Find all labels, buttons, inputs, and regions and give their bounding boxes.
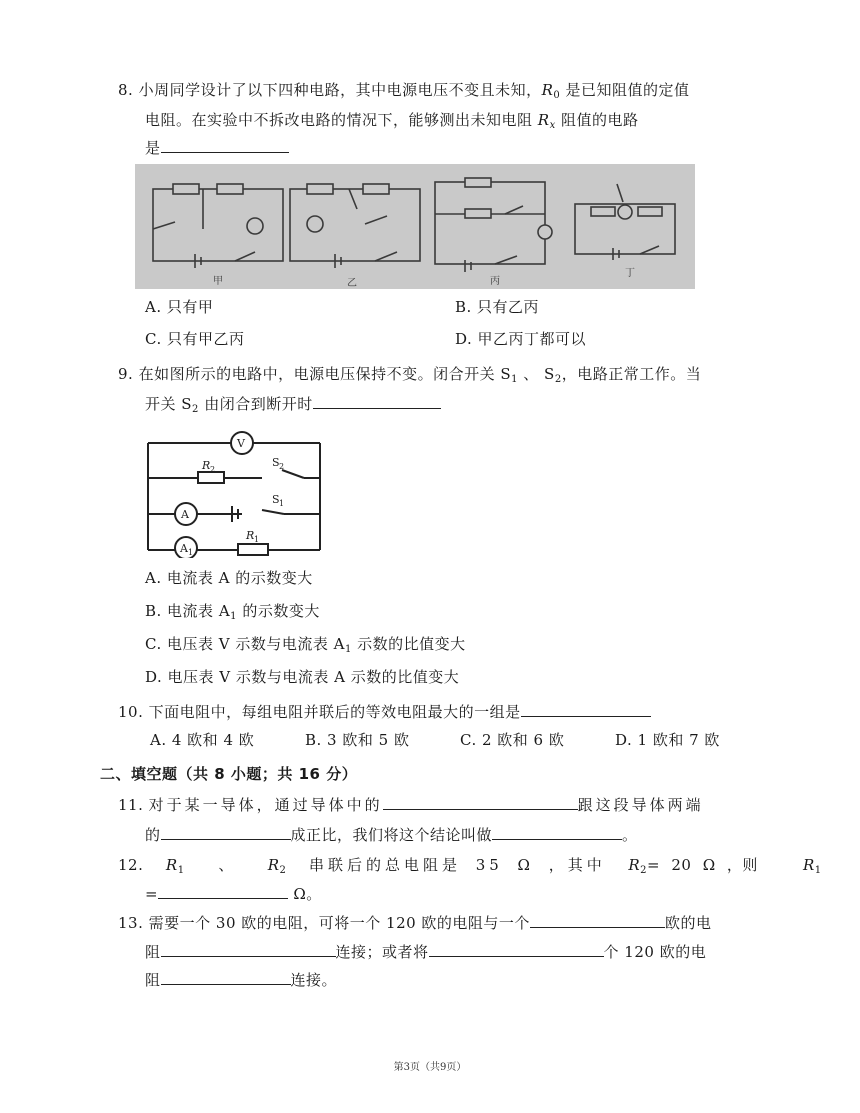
- q9-option-a[interactable]: A. 电流表 A 的示数变大: [145, 569, 313, 587]
- q9-option-b[interactable]: B. 电流表 $A_1$ 的示数变大: [145, 602, 320, 622]
- q10-option-c[interactable]: C. 2 欧和 6 欧: [460, 731, 565, 749]
- answer-blank[interactable]: [161, 942, 336, 957]
- answer-blank[interactable]: [161, 970, 291, 985]
- svg-text:R: R: [202, 459, 211, 472]
- circuit-label-bing: 丙: [490, 276, 500, 287]
- q8-option-d[interactable]: D. 甲乙丙丁都可以: [455, 330, 587, 348]
- circuit-label-jia: 甲: [213, 276, 223, 287]
- svg-text:1: 1: [254, 535, 260, 544]
- q13-line3: 阻 连接。: [145, 971, 338, 989]
- answer-blank[interactable]: [313, 394, 441, 409]
- svg-text:1: 1: [188, 548, 194, 557]
- question-number: 8.: [118, 81, 134, 99]
- answer-blank[interactable]: [161, 138, 289, 153]
- q10-line1: 10. 下面电阻中，每组电阻并联后的等效电阻最大的一组是: [118, 702, 651, 722]
- q9-line1: 9. 在如图所示的电路中，电源电压保持不变。闭合开关 $S_1$ 、 $S_2$，电路正常工作。当: [118, 365, 702, 385]
- answer-blank[interactable]: [429, 942, 604, 957]
- question-number: 11.: [118, 796, 144, 814]
- q9-circuit-diagram: [142, 428, 327, 558]
- answer-blank[interactable]: [521, 702, 651, 717]
- question-number: 13.: [118, 914, 144, 932]
- answer-blank[interactable]: [383, 795, 578, 810]
- q12-line2: = Ω。: [145, 885, 322, 903]
- q9-circuit-figure: [142, 428, 327, 558]
- circuit-label-yi: 乙: [347, 278, 357, 289]
- answer-blank[interactable]: [492, 825, 622, 840]
- svg-text:R: R: [246, 529, 255, 542]
- q11-line1: 11. 对于某一导体，通过导体中的 跟这段导体两端: [118, 796, 704, 814]
- page-footer: 第3页（共9页）: [393, 1062, 467, 1073]
- q11-line2: 的 成正比，我们将这个结论叫做 。: [145, 826, 638, 844]
- q9-option-d[interactable]: D. 电压表 V 示数与电流表 A 示数的比值变大: [145, 668, 460, 686]
- q8-option-a[interactable]: A. 只有甲: [145, 298, 214, 316]
- q10-option-d[interactable]: D. 1 欧和 7 欧: [615, 731, 720, 749]
- svg-text:1: 1: [279, 499, 285, 508]
- svg-text:2: 2: [210, 465, 216, 474]
- question-number: 9.: [118, 365, 134, 383]
- q8-circuits-photo: [135, 164, 695, 289]
- section-heading: 二、填空题（共 8 小题；共 16 分）: [100, 765, 358, 783]
- svg-text:V: V: [237, 437, 245, 450]
- svg-text:S: S: [272, 456, 280, 469]
- q9-line2: 开关 $S_2$ 由闭合到断开时: [145, 394, 441, 420]
- q13-line1: 13. 需要一个 30 欧的电阻，可将一个 120 欧的电阻与一个 欧的电: [118, 914, 712, 932]
- q8-option-c[interactable]: C. 只有甲乙丙: [145, 330, 245, 348]
- answer-blank[interactable]: [158, 884, 288, 899]
- question-number: 10.: [118, 703, 144, 721]
- svg-text:A: A: [181, 508, 189, 521]
- q8-line1: 8. 小周同学设计了以下四种电路，其中电源电压不变且未知，$R_0$ 是已知阻值的定值: [118, 81, 690, 101]
- svg-text:A: A: [180, 542, 188, 555]
- q8-line2: 电阻。在实验中不拆改电路的情况下，能够测出未知电阻 $R_x$ 阻值的电路: [145, 111, 639, 131]
- q10-option-a[interactable]: A. 4 欧和 4 欧: [150, 731, 255, 749]
- svg-text:S: S: [272, 493, 280, 506]
- q8-line3: 是: [145, 138, 289, 158]
- q10-option-b[interactable]: B. 3 欧和 5 欧: [305, 731, 410, 749]
- answer-blank[interactable]: [161, 825, 291, 840]
- q8-option-b[interactable]: B. 只有乙丙: [455, 298, 540, 316]
- circuit-label-ding: 丁: [625, 268, 635, 279]
- q13-line2: 阻 连接；或者将 个 120 欧的电: [145, 943, 707, 961]
- answer-blank[interactable]: [530, 913, 665, 928]
- q9-option-c[interactable]: C. 电压表 V 示数与电流表 $A_1$ 示数的比值变大: [145, 635, 466, 655]
- q8-text: 小周同学设计了以下四种电路，其中电源电压不变且未知，: [138, 81, 542, 99]
- circuit-diagrams: [135, 164, 695, 289]
- svg-text:2: 2: [279, 462, 285, 471]
- q12-line1: 12. $R_1$ 、 $R_2$ 串联后的总电阻是 35 Ω ，其中 $R_2= 20$ Ω ，则 $R_1$: [118, 856, 822, 876]
- question-number: 12.: [118, 856, 144, 874]
